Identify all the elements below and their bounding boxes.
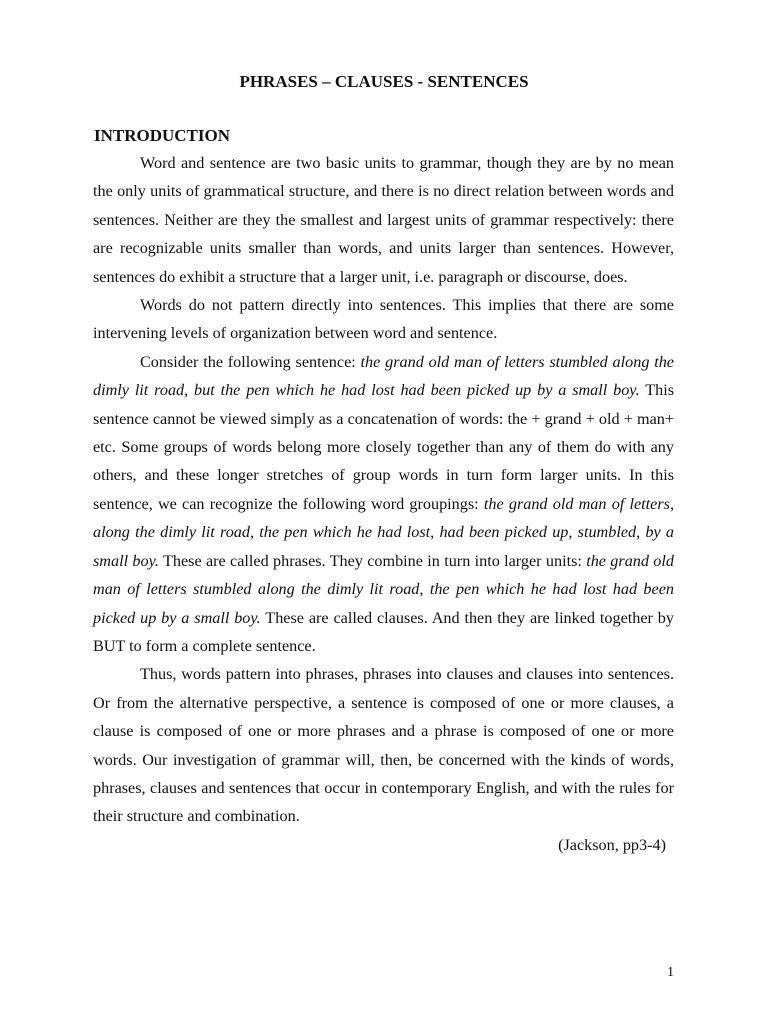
clause-examples: the grand old man of letters stumbled along the dimly lit road, the pen which he had lost had been picked up by a small boy. bbox=[93, 551, 674, 627]
paragraph-3-text-g: These are called clauses. And then they are linked together by BUT to form a complete sentence. bbox=[93, 608, 674, 655]
paragraph-3-text-a: Consider the following sentence: bbox=[140, 352, 361, 371]
page-number: 1 bbox=[667, 965, 674, 980]
section-heading: INTRODUCTION bbox=[94, 126, 231, 145]
document-title: PHRASES – CLAUSES - SENTENCES bbox=[239, 72, 529, 91]
paragraph-3 bbox=[93, 348, 674, 660]
citation: (Jackson, pp3-4) bbox=[558, 835, 666, 854]
paragraph-3-text-e: These are called phrases. They combine in turn into larger units: bbox=[158, 551, 587, 570]
body-text bbox=[93, 149, 674, 859]
paragraph-4: Thus, words pattern into phrases, phrases into clauses and clauses into sentences. Or from the alternative perspective, a sentence is composed of one or more clauses, a clause is composed of one or more phrases and a phrase is composed of one or more words. Our investigation of grammar will, then, be concerned with the kinds of words, phrases, clauses and sentences that occur in contemporary English, and with the rules for their structure and combination. bbox=[93, 665, 674, 826]
paragraph-1: Word and sentence are two basic units to grammar, though they are by no mean the only units of grammatical structure, and there is no direct relation between words and sentences. Neither are they the smallest and largest units of grammar respectively: there are recognizable units smaller than words, and units larger than sentences. However, sentences do exhibit a structure that a larger unit, i.e. paragraph or discourse, does. bbox=[93, 154, 674, 286]
paragraph-3-text-c: This sentence cannot be viewed simply as a concatenation of words: the + grand + old + man+ etc. Some groups of words belong more closely together than any of them do with any others, and these longer stretches of group words in turn form larger units. In this sentence, we can recognize the following word groupings: bbox=[93, 381, 674, 513]
paragraph-2: Words do not pattern directly into sentences. This implies that there are some intervening levels of organization between word and sentence. bbox=[93, 296, 674, 343]
phrase-examples: the grand old man of letters, along the dimly lit road, the pen which he had lost, had been picked up, stumbled, by a small boy. bbox=[93, 494, 674, 570]
example-sentence: the grand old man of letters stumbled along the dimly lit road, but the pen which he had lost had been picked up by a small boy. bbox=[93, 352, 674, 400]
